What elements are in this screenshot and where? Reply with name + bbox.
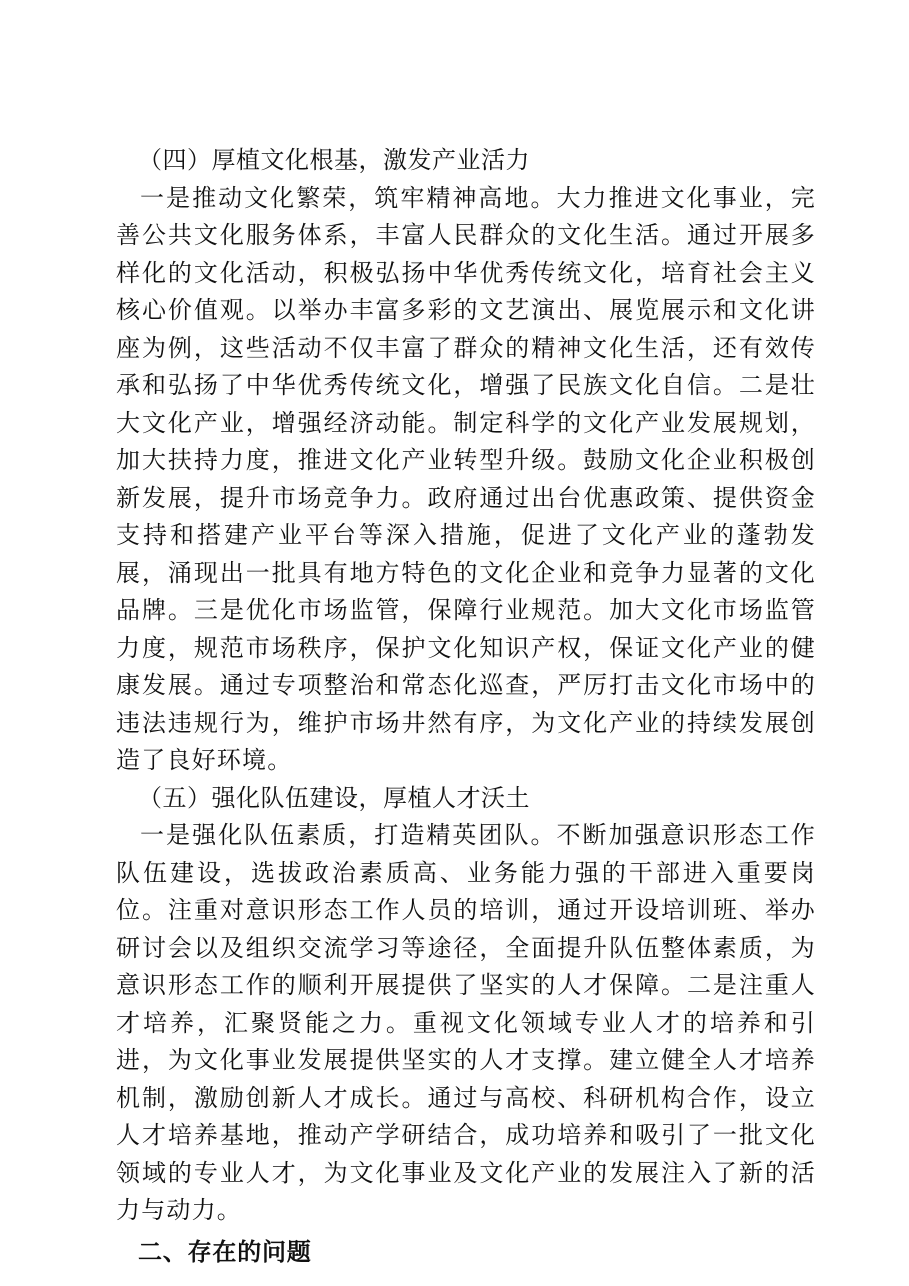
section-4-heading: （四）厚植文化根基，激发产业活力	[138, 146, 530, 174]
section-two-heading: 二、存在的问题	[138, 1237, 312, 1266]
section-4-paragraph: 一是推动文化繁荣，筑牢精神高地。大力推进文化事业，完善公共文化服务体系，丰富人民群众的文化生活。通过开展多样化的文化活动，积极弘扬中华优秀传统文化，培育社会主义核心价值观。以举办丰富多彩的文艺演出、展览展示和文化讲座为例，这些活动不仅丰富了群众的精神文化生活，还有效传承和弘扬了中华优秀传统文化，增强了民族文化自信。二是壮大文化产业，增强经济动能。制定科学的文化产业发展规划，加大扶持力度，推进文化产业转型升级。鼓励文化企业积极创新发展，提升市场竞争力。政府通过出台优惠政策、提供资金支持和搭建产业平台等深入措施，促进了文化产业的蓬勃发展，涌现出一批具有地方特色的文化企业和竞争力显著的文化品牌。三是优化市场监管，保障行业规范。加大文化市场监管力度，规范市场秩序，保护文化知识产权，保证文化产业的健康发展。通过专项整治和常态化巡查，严厉打击文化市场中的违法违规行为，维护市场井然有序，为文化产业的持续发展创造了良好环境。	[116, 183, 816, 774]
section-5-heading: （五）强化队伍建设，厚植人才沃土	[138, 783, 530, 812]
document-body	[116, 142, 816, 1271]
section-5-paragraph: 一是强化队伍素质，打造精英团队。不断加强意识形态工作队伍建设，选拔政治素质高、业务能力强的干部进入重要岗位。注重对意识形态工作人员的培训，通过开设培训班、举办研讨会以及组织交流学习等途径，全面提升队伍整体素质，为意识形态工作的顺利开展提供了坚实的人才保障。二是注重人才培养，汇聚贤能之力。重视文化领域专业人才的培养和引进，为文化事业发展提供坚实的人才支撑。建立健全人才培养机制，激励创新人才成长。通过与高校、科研机构合作，设立人才培养基地，推动产学研结合，成功培养和吸引了一批文化领域的专业人才，为文化事业及文化产业的发展注入了新的活力与动力。	[116, 821, 816, 1224]
